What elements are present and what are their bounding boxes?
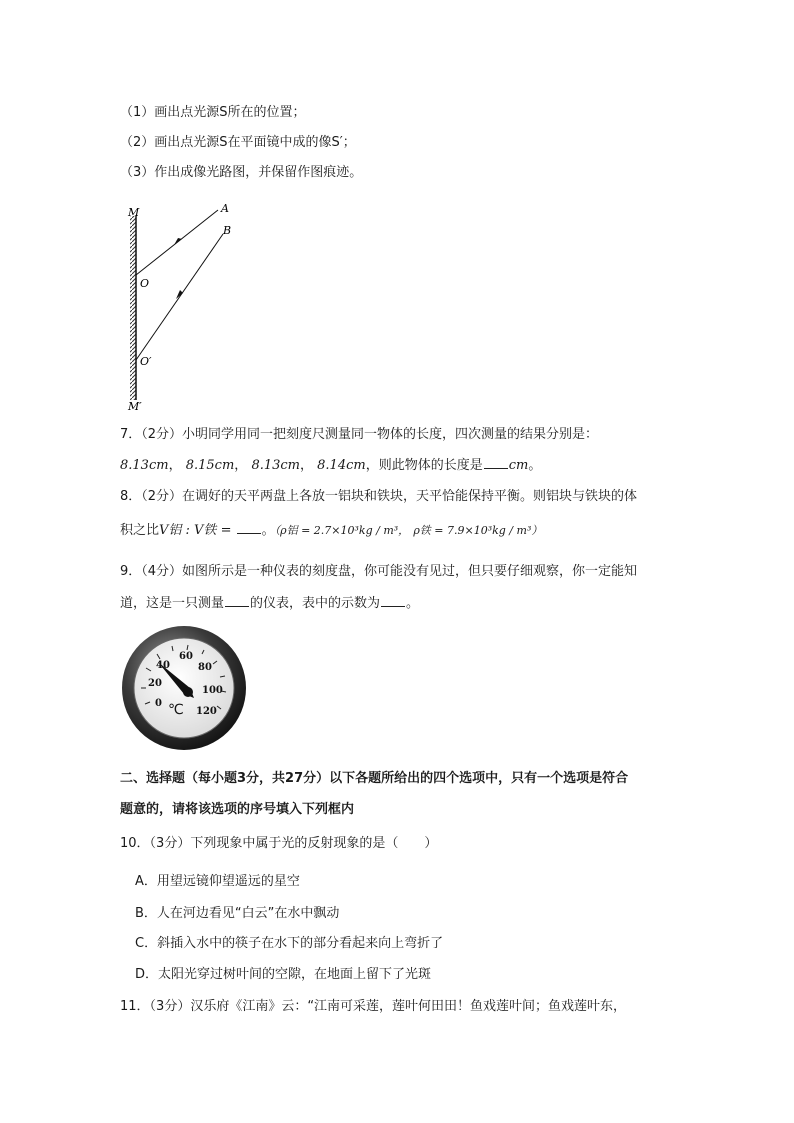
gauge-tick-100: 100 [202,685,223,696]
q9-line2 [120,594,419,613]
q7-answer-blank[interactable] [484,456,508,469]
q8-lead: 积之比 [120,523,160,538]
q7-line2 [120,456,541,475]
label-o: O [140,277,150,290]
section2-heading-line2: 题意的，请将该选项的序号填入下列框内 [120,802,355,817]
ray-b-o2 [136,234,223,360]
mirror-hatching [130,216,136,400]
q8-density-fe: ρ铁 = 7.9×10³kg / m³） [413,524,543,537]
label-o-prime: O′ [140,355,152,368]
label-m-prime: M′ [128,400,142,413]
q9-blank-1[interactable] [225,594,249,607]
section2-heading-line1: 二、选择题（每小题3分，共27分）以下各题所给出的四个选项中，只有一个选项是符合 [120,771,629,786]
q9-part-b: 的仪表，表中的示数为 [250,596,381,611]
thermometer-gauge [120,624,248,752]
q9-part-c: 。 [406,596,420,611]
q10-option-b[interactable]: B．人在河边看见“白云”在水中飘动 [135,906,340,921]
q7-unit: cm [508,458,529,473]
q10-option-d[interactable]: D．太阳光穿过树叶间的空隙，在地面上留下了光斑 [135,967,432,982]
gauge-tick-0: 0 [155,698,162,709]
q8-line2 [120,521,542,540]
sub-question-3: （3）作出成像光路图，并保留作图痕迹。 [120,165,363,180]
gauge-hub [183,687,193,697]
q10-stem: 10．（3分）下列现象中属于光的反射现象的是（ ） [120,836,438,851]
q9-blank-2[interactable] [381,594,405,607]
q10-option-a[interactable]: A．用望远镜仰望遥远的星空 [135,874,300,889]
q7-end: 。 [528,458,542,473]
q7-measure-4: 8.14cm [317,458,366,473]
gauge-unit: ℃ [168,702,184,718]
sub-question-1: （1）画出点光源S所在的位置； [120,105,306,120]
q7-tail: ，则此物体的长度是 [365,458,483,473]
q11-stem: 11．（3分）汉乐府《江南》云：“江南可采莲，莲叶何田田！鱼戏莲叶间；鱼戏莲叶东， [120,999,627,1014]
q9-part-a: 道，这是一只测量 [120,596,225,611]
label-m: M [128,206,140,219]
gauge-tick-40: 40 [156,660,170,671]
q8-end: 。 [261,523,275,538]
q7-measure-2: 8.15cm [185,458,235,473]
q8-density-al: （ρ铝 = 2.7×10³kg / m³， [274,524,410,537]
label-a: A [221,202,229,215]
q9-line1: 9．（4分）如图所示是一种仪表的刻度盘，你可能没有见过，但只要仔细观察，你一定能知 [120,564,638,579]
label-b: B [223,224,232,237]
gauge-tick-20: 20 [148,678,162,689]
q7-sep: ， [168,458,182,473]
q7-sep: ， [234,458,248,473]
gauge-tick-120: 120 [196,706,217,717]
q8-ratio: V铝 : V铁 = [159,523,236,538]
q10-option-c[interactable]: C．斜插入水中的筷子在水下的部分看起来向上弯折了 [135,936,444,951]
gauge-tick-60: 60 [179,651,193,662]
q8-answer-blank[interactable] [237,521,261,534]
sub-question-2: （2）画出点光源S在平面镜中成的像S′； [120,135,356,150]
arrow-head-1 [174,238,182,245]
gauge-tick-80: 80 [198,662,212,673]
q7-measure-3: 8.13cm [251,458,300,473]
q7-sep: ， [300,458,314,473]
q7-line1: 7．（2分）小明同学用同一把刻度尺测量同一物体的长度，四次测量的结果分别是： [120,427,599,442]
q8-line1: 8．（2分）在调好的天平两盘上各放一铝块和铁块，天平恰能保持平衡。则铝块与铁块的体 [120,489,638,504]
q7-measure-1: 8.13cm [120,458,169,473]
plane-mirror-figure [120,198,250,414]
